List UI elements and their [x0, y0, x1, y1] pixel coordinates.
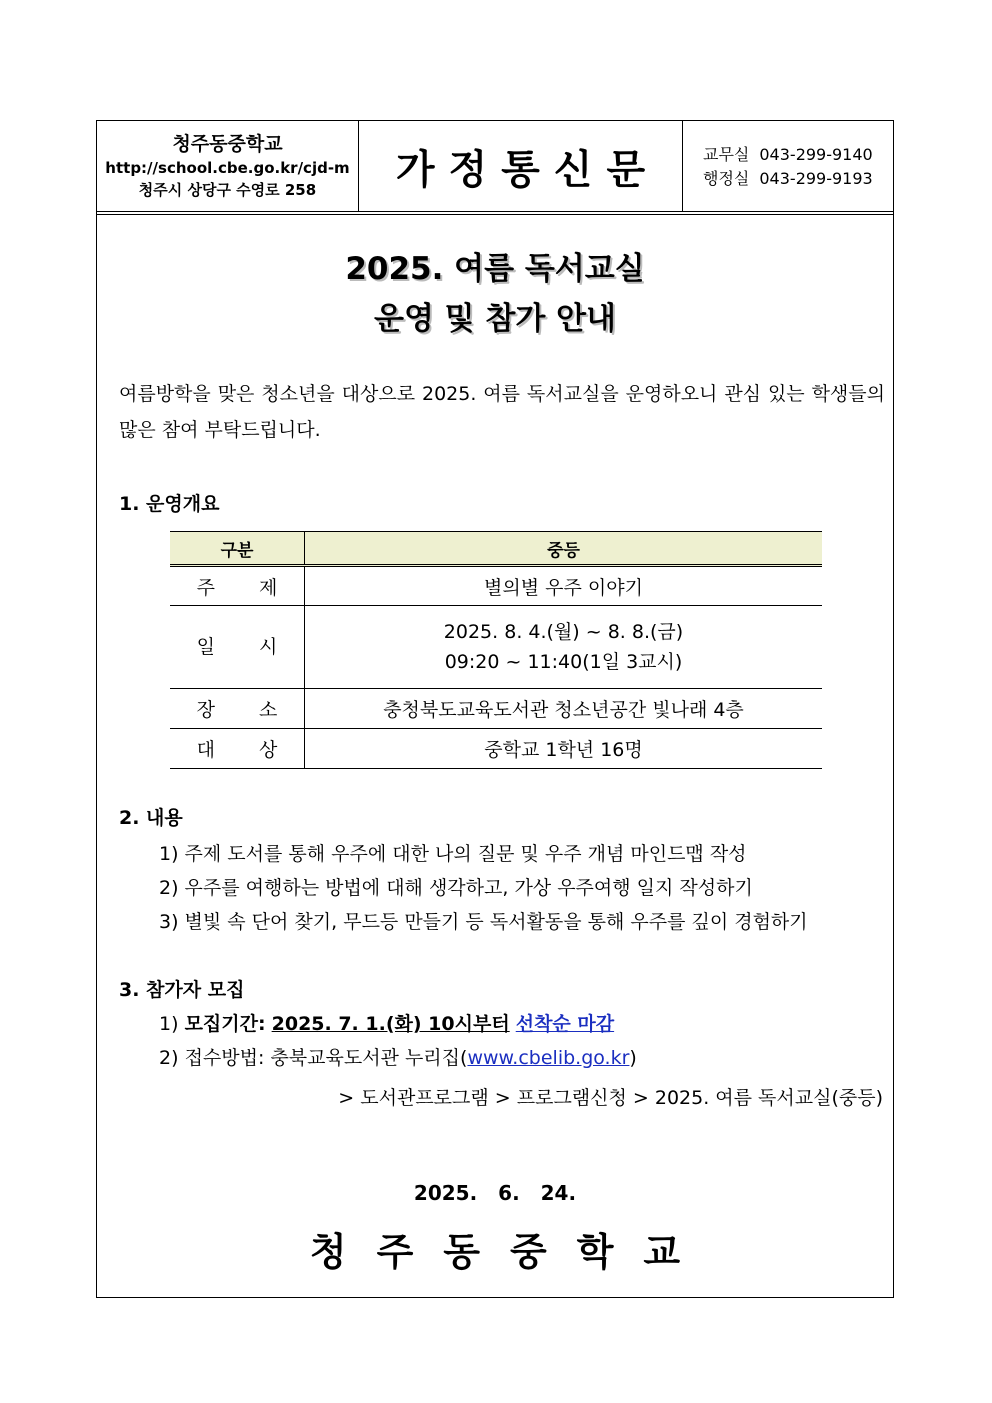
row-label: 대 상 [170, 729, 305, 769]
list-item-method [159, 1041, 637, 1075]
method-close: ) [629, 1047, 637, 1069]
content-list [159, 837, 808, 939]
list-item: 1) 주제 도서를 통해 우주에 대한 나의 질문 및 우주 개념 마인드맵 작성 [159, 843, 747, 865]
table-row [170, 566, 822, 606]
main-title-line2: 운영 및 참가 안내 [374, 301, 616, 337]
row-label: 주 제 [170, 566, 305, 606]
phone-admin [703, 167, 895, 191]
newsletter-title-cell [359, 121, 683, 212]
phone-label: 행정실 [703, 168, 750, 188]
school-url: http://school.cbe.go.kr/cjd-m [105, 159, 350, 177]
row-value: 충청북도교육도서관 청소년공간 빛나래 4층 [305, 689, 823, 729]
intro-paragraph: 여름방학을 맞은 청소년을 대상으로 2025. 여름 독서교실을 운영하오니 관심 있는 학생들의 많은 참여 부탁드립니다. [119, 383, 885, 441]
period-text: 2025. 7. 1.(화) 10시부터 [271, 1013, 510, 1035]
issue-date: 2025. 6. 24. [413, 1181, 577, 1205]
header-divider [97, 214, 893, 215]
overview-table [170, 531, 822, 769]
table-header-cell: 중등 [305, 532, 823, 566]
phone-academic [703, 143, 895, 167]
item-number: 2) [159, 1047, 179, 1069]
main-title-line1: 2025. 여름 독서교실 [345, 251, 645, 287]
library-link[interactable]: www.cbelib.go.kr [467, 1047, 630, 1069]
row-value: 중학교 1학년 16명 [305, 729, 823, 769]
list-item: 2) 우주를 여행하는 방법에 대해 생각하고, 가상 우주여행 일지 작성하기 [159, 877, 753, 899]
school-signature: 청주동중학교 [309, 1230, 711, 1274]
phone-label: 교무실 [703, 144, 750, 164]
menu-route: > 도서관프로그램 > 프로그램신청 > 2025. 여름 독서교실(중등) [338, 1087, 883, 1109]
table-header-cell: 구분 [170, 532, 305, 566]
method-text: 충북교육도서관 누리집( [270, 1047, 468, 1069]
row-value: 2025. 8. 4.(월) ~ 8. 8.(금) [443, 621, 684, 643]
item-number: 1) [159, 1013, 179, 1035]
table-row [170, 689, 822, 729]
school-info [97, 121, 359, 212]
letterhead [97, 121, 893, 212]
phone-number: 043-299-9140 [759, 144, 873, 164]
section-heading-content: 2. 내용 [119, 807, 183, 829]
item-label: 접수방법: [184, 1047, 265, 1069]
period-highlight: 선착순 마감 [515, 1013, 615, 1035]
phone-info [683, 121, 895, 212]
row-label: 장 소 [170, 689, 305, 729]
newsletter-title: 가정통신문 [395, 147, 660, 193]
table-row [170, 729, 822, 769]
document-frame [96, 120, 894, 1298]
list-item-period [159, 1007, 637, 1041]
school-name: 청주동중학교 [172, 133, 283, 155]
table-row [170, 606, 822, 689]
table-header-row [170, 532, 822, 566]
row-value: 09:20 ~ 11:40(1일 3교시) [444, 651, 683, 673]
phone-number: 043-299-9193 [759, 168, 873, 188]
school-address: 청주시 상당구 수영로 258 [138, 181, 317, 199]
list-item: 3) 별빛 속 단어 찾기, 무드등 만들기 등 독서활동을 통해 우주를 깊이 경험하기 [159, 911, 808, 933]
section-heading-recruit: 3. 참가자 모집 [119, 979, 245, 1001]
section-heading-overview: 1. 운영개요 [119, 493, 220, 515]
row-value-cell [305, 606, 823, 689]
row-value: 별의별 우주 이야기 [305, 566, 823, 606]
recruit-list [159, 1007, 637, 1075]
row-label: 일 시 [170, 606, 305, 689]
item-label: 모집기간: [184, 1013, 266, 1035]
